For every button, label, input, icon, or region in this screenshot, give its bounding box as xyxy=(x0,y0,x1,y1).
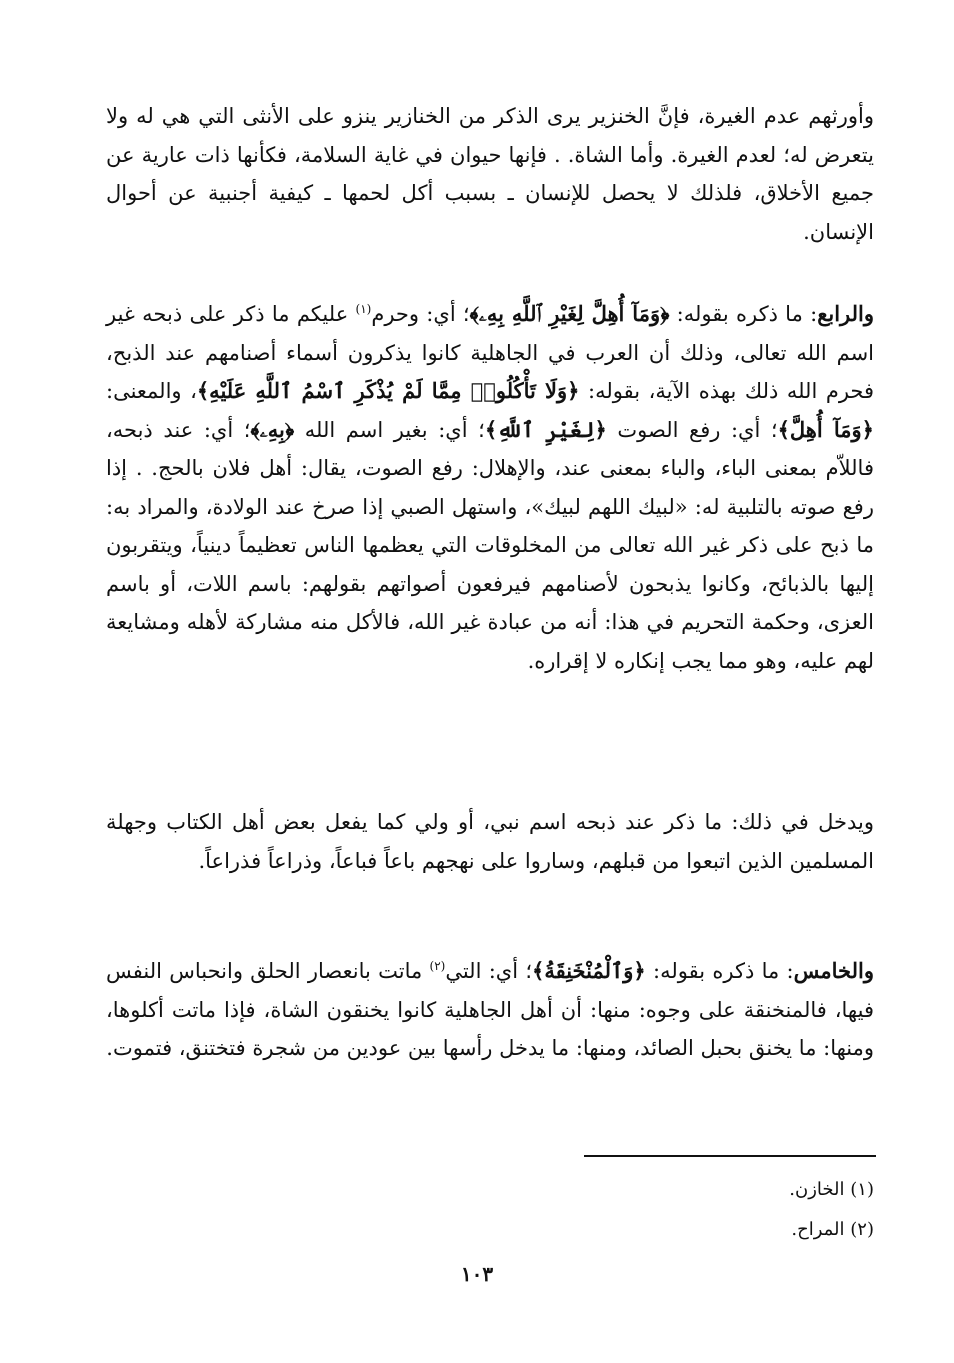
paragraph-2-text-4: ، والمعنى: xyxy=(106,379,197,403)
quran-quote-1: ﴿وَمَآ أُهِلَّ لِغَيْرِ ٱللَّهِ بِهِۦ﴾ xyxy=(469,301,670,326)
paragraph-4-text-3: ماتت بانعصار الحلق وانحباس النفس فيها، فالمنخنقة على وجوه: منها: أن أهل الجاهلية كانوا يخنقون الشاة، فإذا ماتت أكلوها، ومنها: ما يخنق بحبل الصائد، ومنها: ما يدخل رأسها بين عودين من شجرة فتختنق، فتموت. xyxy=(106,959,874,1060)
footnote-2-text: المراح. xyxy=(791,1219,845,1240)
quran-quote-4: ﴿لِغَيْرِ ٱللَّهِ﴾ xyxy=(484,416,607,442)
footnote-marker-1: (١) xyxy=(355,302,372,316)
quran-quote-3: ﴿وَمَآ أُهِلَّ﴾ xyxy=(777,416,874,442)
paragraph-2-text-3: عليكم ما ذكر على ذبحه غير اسم الله تعالى، وذلك أن العرب في الجاهلية كانوا يذكرون أسماء أصنامهم عند الذبح، فحرم الله ذلك بهذه الآية، بقوله: xyxy=(106,302,874,403)
quran-quote-5: ﴿بِهِۦ﴾ xyxy=(250,416,295,442)
paragraph-2-text-6: ؛ أي: بغير اسم الله xyxy=(294,417,485,442)
paragraph-4-text-1: : ما ذكره بقوله: xyxy=(645,959,794,983)
page-number: ١٠٣ xyxy=(460,1262,494,1286)
paragraph-2-text-1: : ما ذكره بقوله: xyxy=(669,302,818,326)
footnote-1 xyxy=(500,1170,874,1210)
footnotes xyxy=(500,1170,874,1250)
paragraph-3-text: ويدخل في ذلك: ما ذكر عند ذبحه اسم نبي، أو ولي كما يفعل بعض أهل الكتاب وجهلة المسلمين الذين اتبعوا من قبلهم، وساروا على نهجهم باعاً فباعاً، وذراعاً فذراعاً. xyxy=(106,810,874,873)
footnote-marker-2: (٢) xyxy=(429,959,446,973)
paragraph-2-text-5: ؛ أي: رفع الصوت xyxy=(606,417,778,442)
footnote-2-number: (٢) xyxy=(850,1219,874,1240)
paragraph-4-lead: والخامس xyxy=(793,958,874,983)
paragraph-3 xyxy=(106,803,874,880)
footnote-2 xyxy=(500,1210,874,1250)
paragraph-4 xyxy=(106,952,874,1068)
footnote-separator xyxy=(584,1155,876,1157)
paragraph-1-text: وأورثهم عدم الغيرة، فإنَّ الخنزير يرى الذكر من الخنازير ينزو على الأنثى التي هي له ولا يتعرض له؛ لعدم الغيرة. وأما الشاة. . فإنها حيوان في غاية السلامة، فكأنها ذات عارية عن جميع الأخلاق، فلذلك لا يحصل للإنسان ـ بسبب أكل لحمها ـ كيفية أجنبية عن أحوال الإنسان. xyxy=(106,104,874,244)
paragraph-1 xyxy=(106,97,874,251)
footnote-1-text: الخازن. xyxy=(789,1179,845,1200)
quran-quote-2: ﴿وَلَا تَأْكُلُوا۟ مِمَّا لَمْ يُذْكَرِ ٱسْمُ ٱللَّهِ عَلَيْهِ﴾ xyxy=(196,378,580,403)
paragraph-2-text-2: ؛ أي: وحرم xyxy=(371,302,470,326)
paragraph-2 xyxy=(106,295,874,680)
paragraph-2-lead: والرابع xyxy=(817,301,875,326)
paragraph-2-text-7: ؛ أي: عند ذبحه، فاللاّم بمعنى الباء، والباء بمعنى عند، والإهلال: رفع الصوت، يقال: أهل فلان بالحج. . إذا رفع صوته بالتلبية له: «لبيك اللهم لبيك»، واستهل الصبي إذا صرخ عند الولادة، والمراد به: ما ذبح على ذكر غير الله تعالى من المخلوقات التي يعظمها الناس تعظيماً دينياً، ويتقربون إليها بالذبائح، وكانوا يذبحون لأصنامهم فيرفعون أصواتهم بقولهم: باسم اللات، أو باسم العزى، وحكمة التحريم في هذا: أنه من عبادة غير الله، فالأكل منه مشاركة لأهله ومشايعة لهم عليه، وهو مما يجب إنكاره لا إقراره. xyxy=(106,417,874,673)
paragraph-4-text-2: ؛ أي: التي xyxy=(445,959,533,983)
footnote-1-number: (١) xyxy=(850,1179,874,1200)
quran-quote-6: ﴿وَٱلْمُنْخَنِقَةُ﴾ xyxy=(532,958,646,983)
